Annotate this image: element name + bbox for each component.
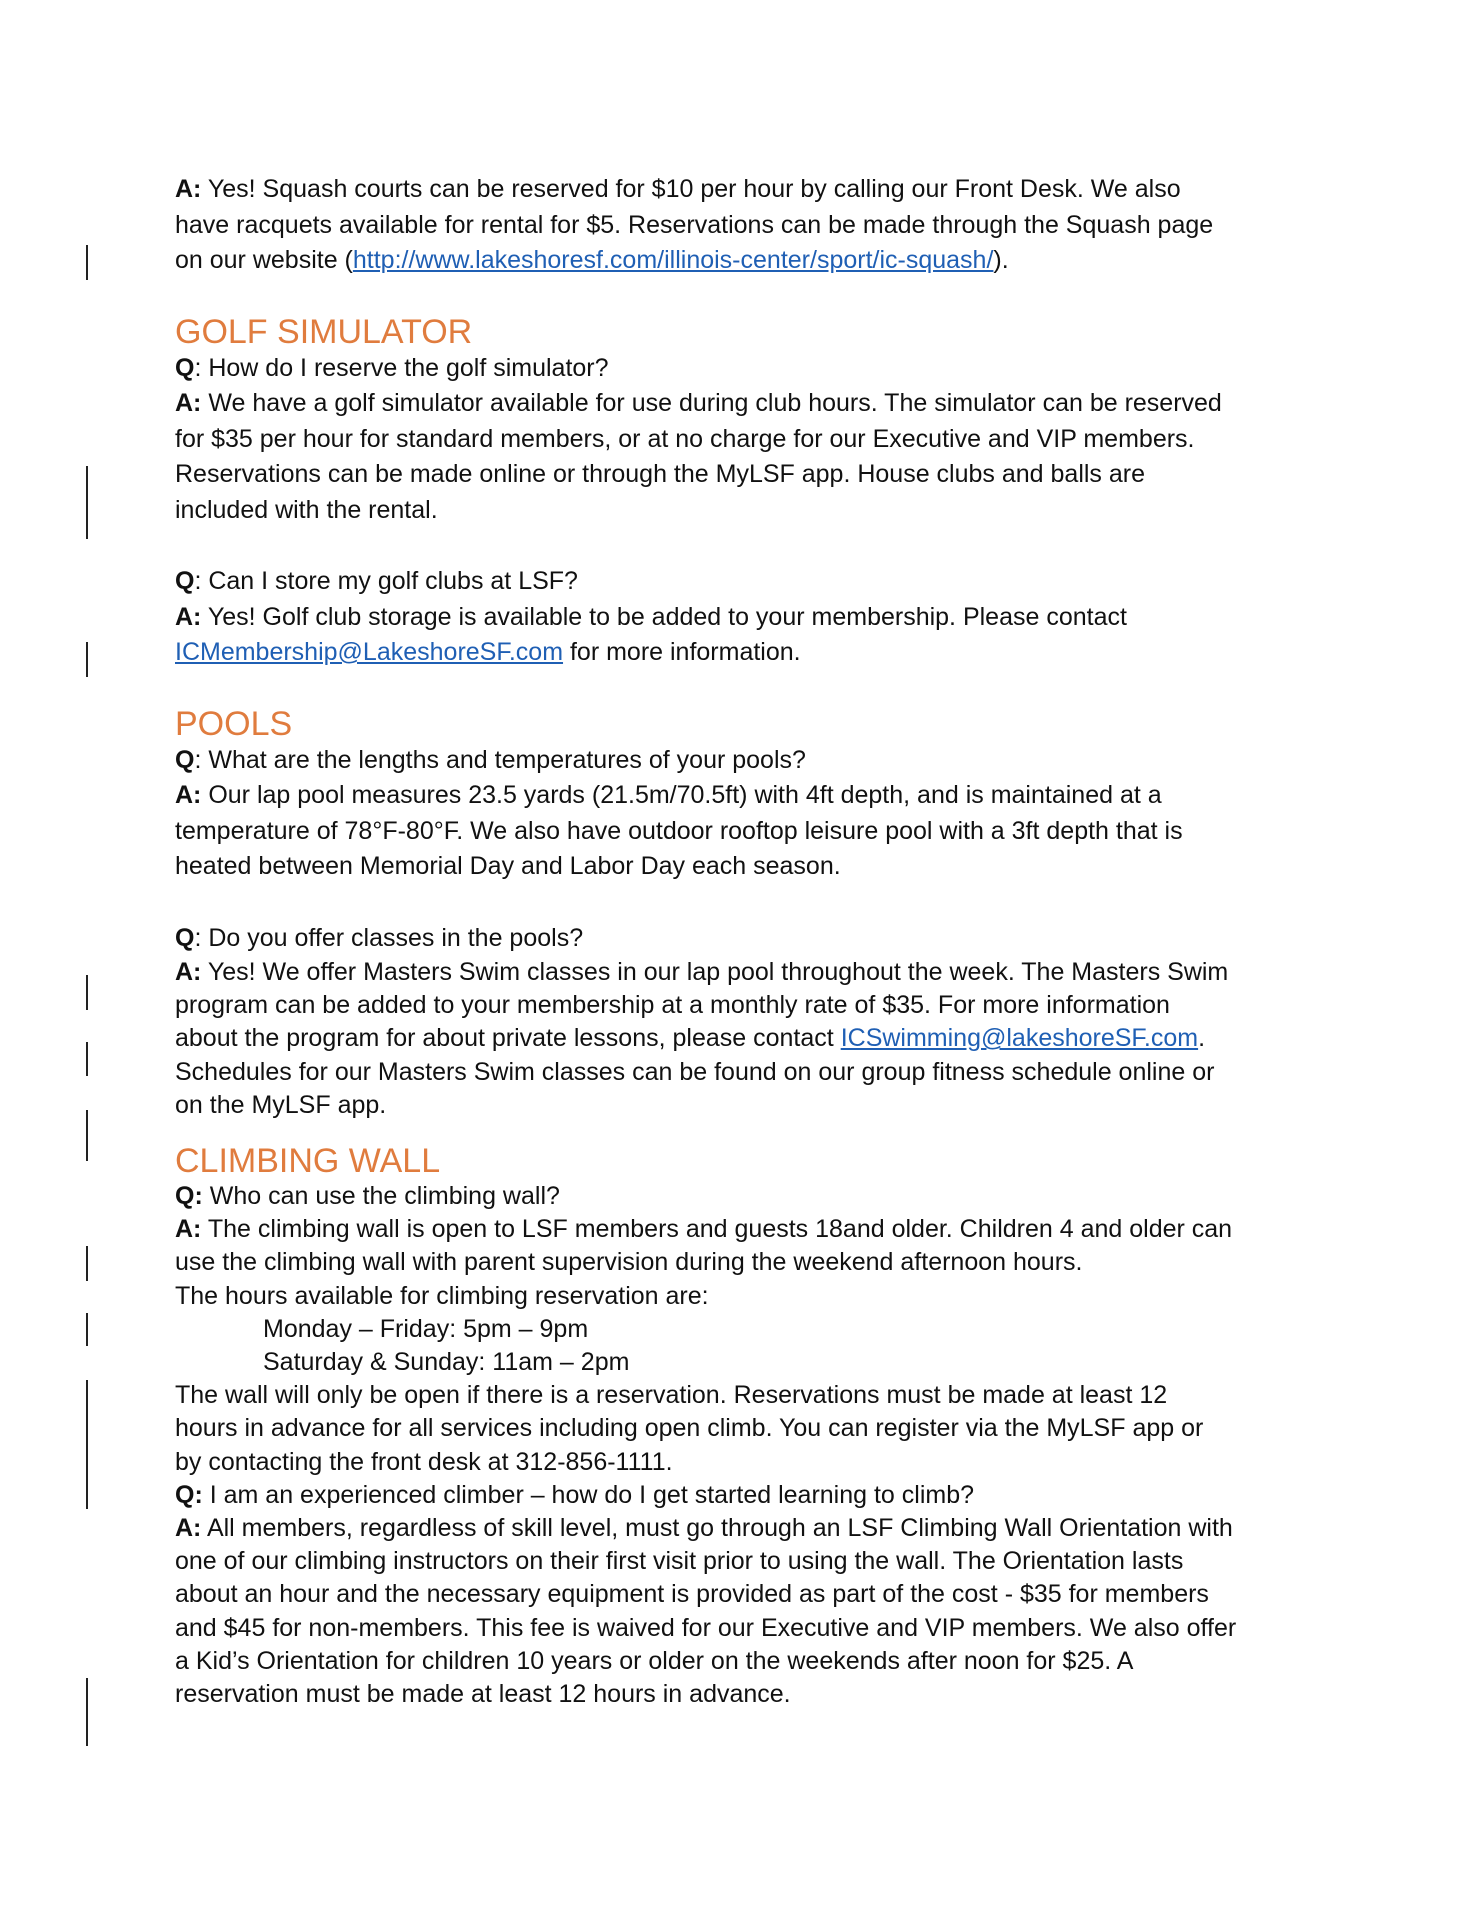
change-bar [86,975,88,1010]
squash-answer-line: A: Yes! Squash courts can be reserved for $10 per hour by calling our Front Desk. We also [175,175,1181,203]
climbing-answer-2-line: about an hour and the necessary equipment is provided as part of the cost - $35 for members [175,1580,1209,1609]
pools-question-1: Q: What are the lengths and temperatures of your pools? [175,745,806,774]
pools-answer-2-line: program can be added to your membership at a monthly rate of $35. For more information [175,991,1170,1020]
golf-heading: GOLF SIMULATOR [175,312,473,351]
golf-answer-1-line: included with the rental. [175,495,438,524]
change-bar [86,1110,88,1161]
change-bar [86,1313,88,1346]
golf-question-2: Q: Can I store my golf clubs at LSF? [175,567,578,595]
climbing-question-1: Q: Who can use the climbing wall? [175,1182,560,1211]
change-bar [86,642,88,677]
answer-label: A: [175,1215,202,1244]
question-label: Q [175,923,195,952]
pools-answer-1-line: temperature of 78°F-80°F. We also have outdoor rooftop leisure pool with a 3ft depth that is [175,816,1183,845]
pools-answer-2-line: A: Yes! We offer Masters Swim classes in our lap pool throughout the week. The Masters Swim [175,958,1229,986]
pools-answer-2-line: about the program for about private lessons, please contact ICSwimming@lakeshoreSF.com. [175,1024,1206,1053]
squash-answer-line: have racquets available for rental for $5. Reservations can be made through the Squash page [175,210,1214,239]
climbing-answer-2-line: a Kid’s Orientation for children 10 years or older on the weekends after noon for $25. A [175,1646,1134,1675]
question-label: Q [175,567,195,595]
pools-answer-2-line: Schedules for our Masters Swim classes can be found on our group fitness schedule online or [175,1057,1215,1086]
golf-question-1: Q: How do I reserve the golf simulator? [175,353,609,382]
change-bar [86,1246,88,1281]
golf-answer-2-line: A: Yes! Golf club storage is available to be added to your membership. Please contact [175,602,1127,631]
climbing-answer-1-line: A: The climbing wall is open to LSF members and guests 18and older. Children 4 and older can [175,1215,1233,1244]
change-bar [86,1042,88,1076]
squash-answer-line: on our website (http://www.lakeshoresf.com/illinois-center/sport/ic-squash/). [175,246,1009,274]
change-bar [86,1380,88,1509]
squash-page-link[interactable]: http://www.lakeshoresf.com/illinois-center/sport/ic-squash/ [352,246,994,274]
climbing-answer-2-line: one of our climbing instructors on their first visit prior to using the wall. The Orientation lasts [175,1547,1184,1576]
climbing-answer-2-line: reservation must be made at least 12 hours in advance. [175,1680,791,1709]
pools-question-2: Q: Do you offer classes in the pools? [175,923,584,952]
climbing-hours-weekend: Saturday & Sunday: 11am – 2pm [263,1348,630,1377]
answer-label: A: [175,781,202,809]
climbing-answer-1-line: hours in advance for all services including open climb. You can register via the MyLSF app or [175,1414,1204,1443]
golf-section [175,313,1325,671]
question-label: Q: [175,1182,203,1211]
climbing-answer-1-line: by contacting the front desk at 312-856-1111. [175,1447,673,1476]
climbing-answer-1-line: The hours available for climbing reservation are: [175,1281,709,1310]
change-bar [86,466,88,539]
change-bar [86,245,88,280]
climbing-answer-1-line: use the climbing wall with parent supervision during the weekend afternoon hours. [175,1248,1083,1277]
membership-email-link[interactable]: ICMembership@LakeshoreSF.com [175,638,564,666]
climbing-hours-weekday: Monday – Friday: 5pm – 9pm [263,1314,589,1343]
golf-answer-2-line: ICMembership@LakeshoreSF.com for more information. [175,638,801,666]
pools-answer-2-line: on the MyLSF app. [175,1090,387,1119]
answer-label: A: [175,1514,202,1543]
pools-heading: POOLS [175,704,293,743]
answer-label: A: [175,389,202,417]
climbing-answer-2-line: and $45 for non-members. This fee is waived for our Executive and VIP members. We also offer [175,1613,1237,1642]
climbing-heading: CLIMBING WALL [175,1142,441,1181]
squash-section [175,172,1325,279]
answer-label: A: [175,602,202,631]
climbing-answer-2-line: A: All members, regardless of skill level, must go through an LSF Climbing Wall Orientation with [175,1514,1233,1543]
document-body [175,172,1325,1711]
golf-answer-1-line: A: We have a golf simulator available for use during club hours. The simulator can be reserved [175,389,1222,417]
climbing-answer-1-line: The wall will only be open if there is a reservation. Reservations must be made at least 12 [175,1381,1168,1410]
climbing-question-2: Q: I am an experienced climber – how do I get started learning to climb? [175,1480,975,1509]
question-label: Q: [175,1480,203,1509]
golf-answer-1-line: Reservations can be made online or through the MyLSF app. House clubs and balls are [175,460,1146,488]
answer-label: A: [175,958,202,986]
answer-label: A: [175,175,202,203]
climbing-section [175,1142,1325,1711]
change-bar [86,1678,88,1746]
question-label: Q [175,353,195,382]
pools-answer-1-line: A: Our lap pool measures 23.5 yards (21.5m/70.5ft) with 4ft depth, and is maintained at a [175,781,1162,809]
swimming-email-link[interactable]: ICSwimming@lakeshoreSF.com [840,1024,1199,1053]
pools-section [175,705,1325,1123]
golf-answer-1-line: for $35 per hour for standard members, or at no charge for our Executive and VIP members. [175,424,1195,453]
pools-answer-1-line: heated between Memorial Day and Labor Day each season. [175,852,841,880]
question-label: Q [175,745,195,774]
